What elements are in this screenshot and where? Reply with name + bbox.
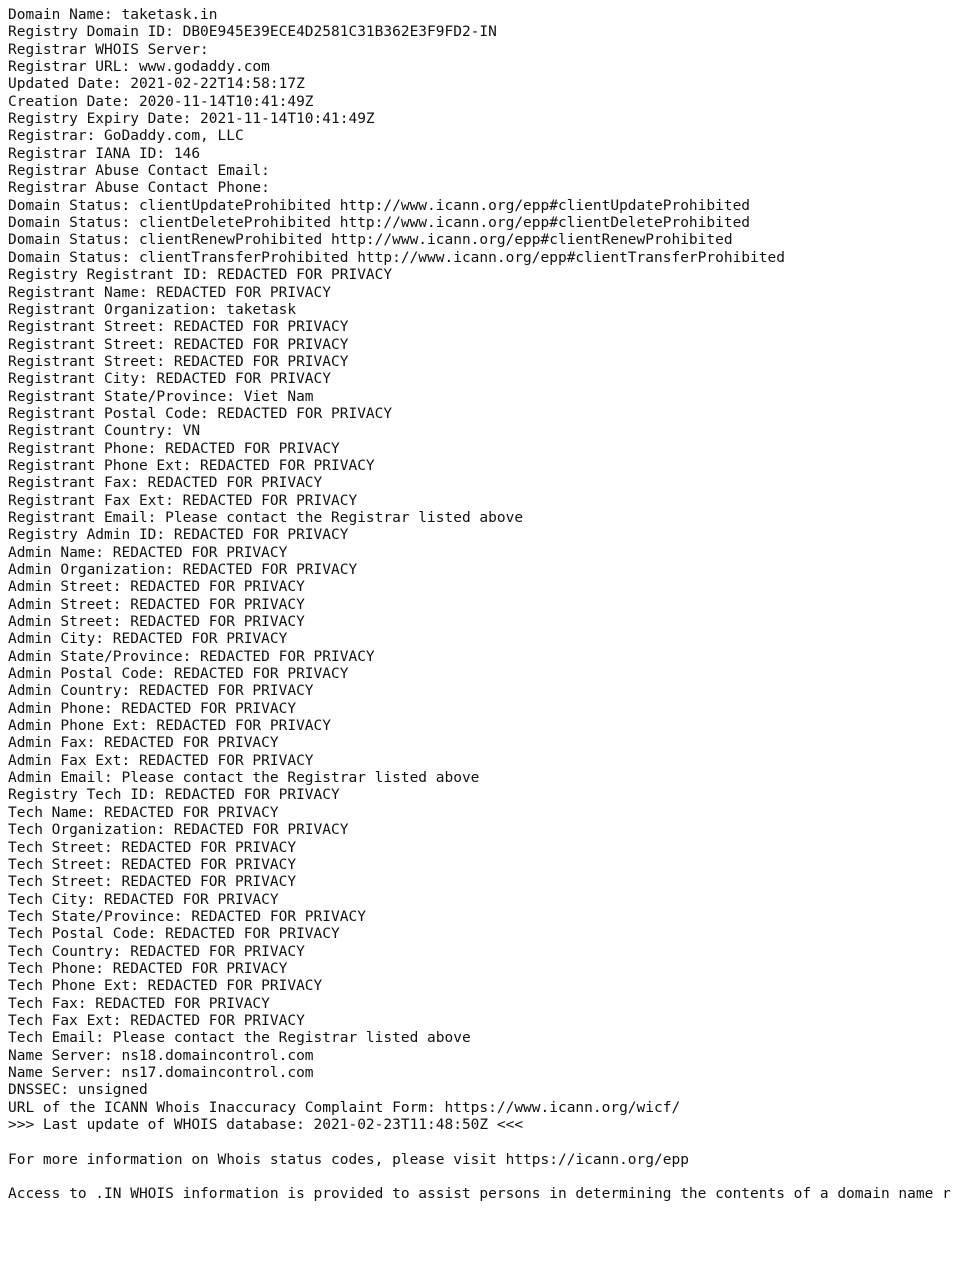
whois-line: Tech Email: Please contact the Registrar listed above — [8, 1030, 471, 1047]
whois-line: Registry Expiry Date: 2021-11-14T10:41:49Z — [8, 111, 375, 128]
whois-line: Admin City: REDACTED FOR PRIVACY — [8, 631, 288, 648]
whois-line: Admin Fax: REDACTED FOR PRIVACY — [8, 735, 279, 752]
whois-line: Admin Phone: REDACTED FOR PRIVACY — [8, 700, 297, 717]
whois-line — [8, 1134, 951, 1151]
whois-line: Registrant City: REDACTED FOR PRIVACY — [8, 371, 332, 388]
whois-line: Registrant Phone: REDACTED FOR PRIVACY — [8, 440, 340, 457]
whois-line: Admin State/Province: REDACTED FOR PRIVACY — [8, 648, 375, 665]
whois-line: Tech Phone: REDACTED FOR PRIVACY — [8, 960, 288, 977]
whois-line: Name Server: ns18.domaincontrol.com — [8, 1047, 314, 1064]
whois-line: Domain Name: taketask.in — [8, 7, 218, 23]
whois-line: >>> Last update of WHOIS database: 2021-02-23T11:48:50Z <<< — [8, 1117, 524, 1133]
whois-line: Admin Phone Ext: REDACTED FOR PRIVACY — [8, 718, 332, 735]
whois-line: Registrar Abuse Contact Email: — [8, 163, 270, 180]
whois-line: DNSSEC: unsigned — [8, 1082, 148, 1099]
whois-line: Name Server: ns17.domaincontrol.com — [8, 1064, 314, 1081]
whois-record-text — [8, 7, 951, 1204]
whois-line: Admin Street: REDACTED FOR PRIVACY — [8, 579, 305, 596]
whois-line: Tech Name: REDACTED FOR PRIVACY — [8, 804, 279, 821]
whois-line: Registrant Street: REDACTED FOR PRIVACY — [8, 319, 349, 336]
whois-line: Admin Organization: REDACTED FOR PRIVACY — [8, 562, 358, 578]
whois-line: Tech Phone Ext: REDACTED FOR PRIVACY — [8, 978, 323, 995]
whois-line: Registrant Street: REDACTED FOR PRIVACY — [8, 353, 349, 370]
whois-line: Domain Status: clientUpdateProhibited http://www.icann.org/epp#clientUpdateProhibited — [8, 197, 751, 214]
whois-line: Registrar WHOIS Server: — [8, 41, 209, 58]
whois-line: Registrar URL: www.godaddy.com — [8, 59, 270, 76]
whois-line: Registrant Email: Please contact the Registrar listed above — [8, 509, 524, 526]
whois-line: Registrant State/Province: Viet Nam — [8, 388, 314, 405]
whois-line: Registrant Country: VN — [8, 423, 201, 440]
whois-line: Registry Tech ID: REDACTED FOR PRIVACY — [8, 787, 340, 804]
whois-line: Tech Fax: REDACTED FOR PRIVACY — [8, 995, 270, 1012]
whois-line: Registrar IANA ID: 146 — [8, 145, 201, 162]
whois-line: Registrant Fax Ext: REDACTED FOR PRIVACY — [8, 492, 358, 509]
whois-line: Registry Admin ID: REDACTED FOR PRIVACY — [8, 527, 349, 544]
whois-line: Tech Postal Code: REDACTED FOR PRIVACY — [8, 926, 340, 943]
whois-line: Tech Organization: REDACTED FOR PRIVACY — [8, 822, 349, 839]
whois-line: Registry Domain ID: DB0E945E39ECE4D2581C31B362E3F9FD2-IN — [8, 24, 497, 41]
whois-line: Registry Registrant ID: REDACTED FOR PRIVACY — [8, 267, 393, 284]
whois-line: Domain Status: clientRenewProhibited http://www.icann.org/epp#clientRenewProhibited — [8, 232, 733, 249]
whois-line: Tech City: REDACTED FOR PRIVACY — [8, 891, 279, 908]
whois-line: Admin Fax Ext: REDACTED FOR PRIVACY — [8, 752, 314, 769]
whois-line — [8, 1169, 951, 1186]
whois-line: Admin Country: REDACTED FOR PRIVACY — [8, 683, 314, 700]
whois-line: Domain Status: clientTransferProhibited http://www.icann.org/epp#clientTransferProhibited — [8, 249, 785, 266]
whois-line: Registrant Fax: REDACTED FOR PRIVACY — [8, 475, 323, 492]
whois-line: Updated Date: 2021-02-22T14:58:17Z — [8, 76, 305, 93]
whois-line: Registrar Abuse Contact Phone: — [8, 180, 270, 197]
whois-line: Creation Date: 2020-11-14T10:41:49Z — [8, 93, 314, 110]
whois-line: Admin Street: REDACTED FOR PRIVACY — [8, 614, 305, 631]
whois-line: Tech Country: REDACTED FOR PRIVACY — [8, 943, 305, 960]
whois-line: Tech Fax Ext: REDACTED FOR PRIVACY — [8, 1012, 305, 1029]
whois-line: Tech Street: REDACTED FOR PRIVACY — [8, 839, 297, 856]
whois-line: Access to .IN WHOIS information is provided to assist persons in determining the contents of a domain name r — [8, 1186, 951, 1203]
whois-line: Admin Street: REDACTED FOR PRIVACY — [8, 596, 305, 613]
whois-line: Registrant Postal Code: REDACTED FOR PRIVACY — [8, 405, 393, 422]
whois-line: Tech State/Province: REDACTED FOR PRIVACY — [8, 908, 366, 925]
whois-line: Registrant Organization: taketask — [8, 301, 297, 318]
whois-line: Admin Name: REDACTED FOR PRIVACY — [8, 544, 288, 561]
whois-line: Registrant Street: REDACTED FOR PRIVACY — [8, 336, 349, 353]
whois-line: For more information on Whois status codes, please visit https://icann.org/epp — [8, 1151, 689, 1168]
whois-line: URL of the ICANN Whois Inaccuracy Complaint Form: https://www.icann.org/wicf/ — [8, 1099, 681, 1116]
whois-line: Tech Street: REDACTED FOR PRIVACY — [8, 856, 297, 873]
whois-line: Admin Postal Code: REDACTED FOR PRIVACY — [8, 666, 349, 683]
whois-line: Registrar: GoDaddy.com, LLC — [8, 128, 244, 145]
whois-line: Registrant Phone Ext: REDACTED FOR PRIVACY — [8, 457, 375, 474]
whois-line: Registrant Name: REDACTED FOR PRIVACY — [8, 284, 332, 301]
whois-line: Admin Email: Please contact the Registrar listed above — [8, 770, 480, 787]
whois-line: Tech Street: REDACTED FOR PRIVACY — [8, 874, 297, 891]
whois-line: Domain Status: clientDeleteProhibited http://www.icann.org/epp#clientDeleteProhibited — [8, 215, 751, 232]
